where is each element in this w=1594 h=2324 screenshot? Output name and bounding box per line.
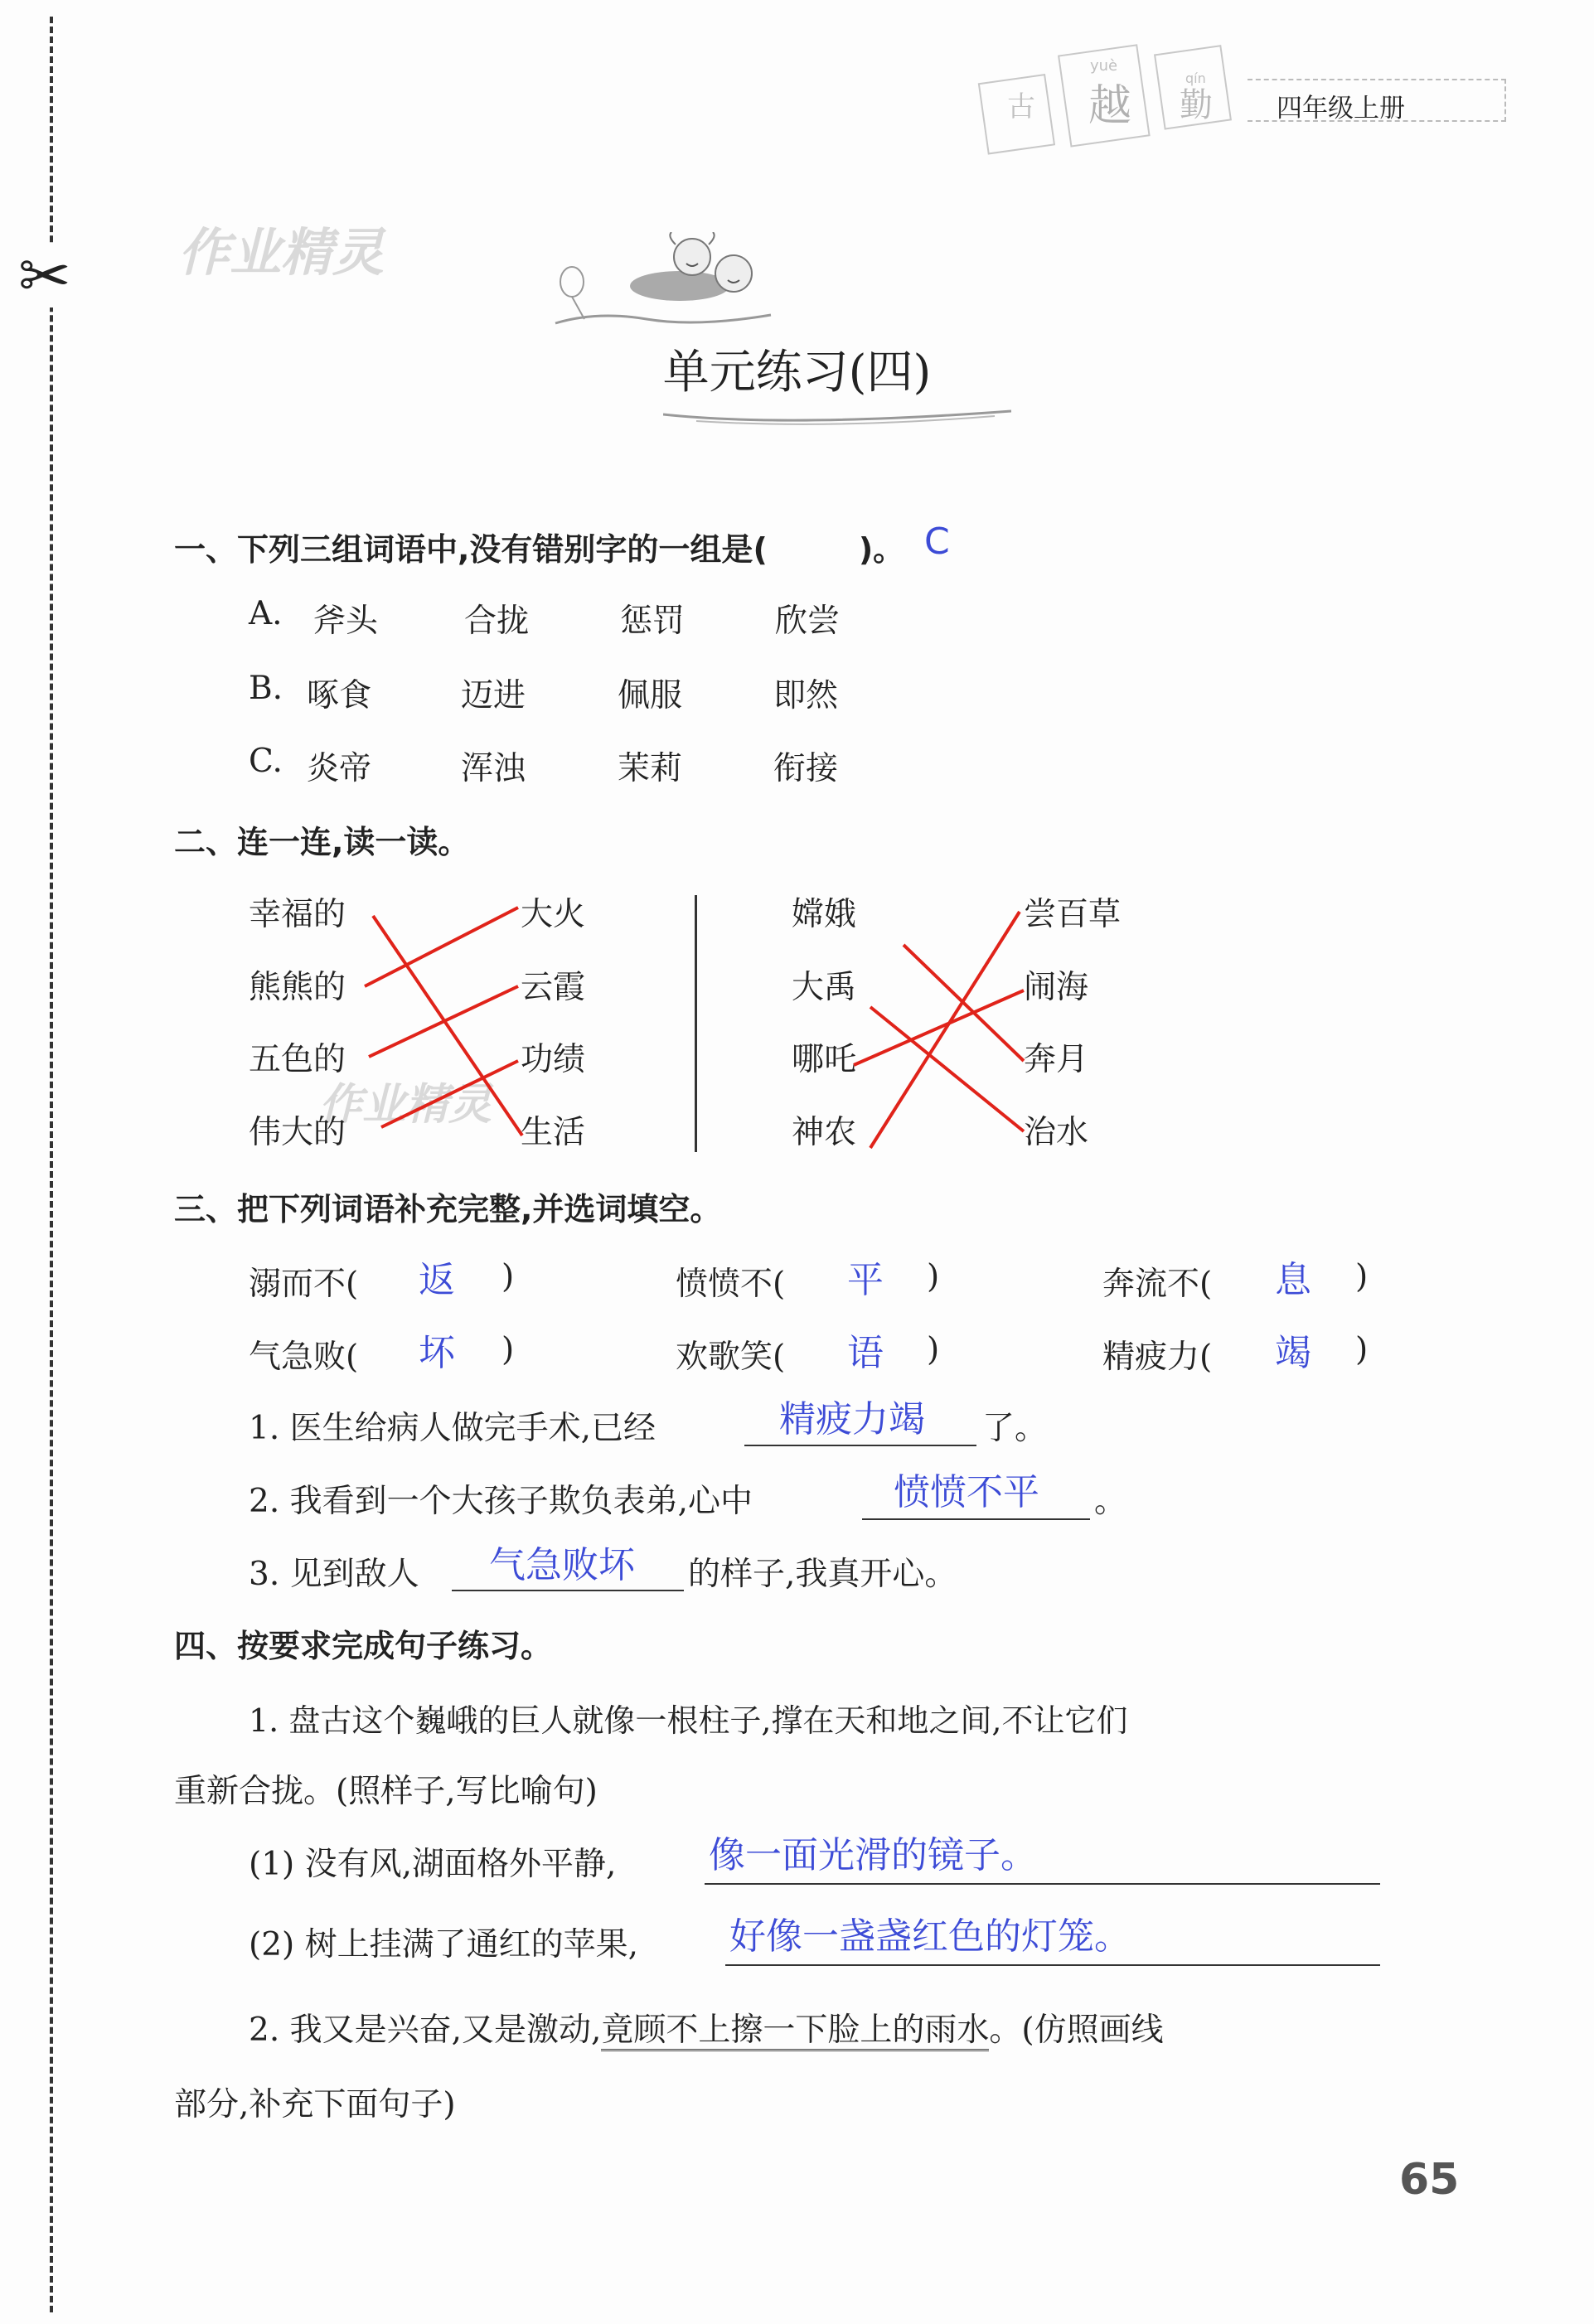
match-right-a: 大禹: [792, 969, 857, 1006]
idiom-suffix: ): [501, 1331, 515, 1368]
match-right-b: 尝百草: [1024, 896, 1122, 933]
idiom-suffix: ): [927, 1258, 940, 1295]
sentence-text: 3. 见到敌人: [249, 1556, 419, 1593]
sentence-text: 1. 医生给病人做完手术,已经: [249, 1410, 656, 1447]
q4-item1-text: 1. 盘古这个巍峨的巨人就像一根柱子,撑在天和地之间,不让它们: [249, 1702, 1128, 1739]
option-word: 炎帝: [307, 750, 372, 787]
match-right-a: 嫦娥: [792, 896, 857, 933]
option-word: 浑浊: [461, 750, 526, 787]
watermark: 作业精灵: [178, 222, 385, 283]
sentence-text: 。: [1094, 1483, 1127, 1520]
q3-heading: 三、把下列词语补充完整,并选词填空。: [174, 1191, 722, 1227]
match-left-a: 五色的: [249, 1041, 346, 1078]
sentence-text: 2. 我看到一个大孩子欺负表弟,心中: [249, 1483, 753, 1520]
idiom-answer: 返: [419, 1259, 455, 1301]
option-word: 佩服: [618, 677, 683, 714]
stamp-pinyin: qín: [1185, 70, 1206, 86]
idiom-prefix: 奔流不(: [1102, 1266, 1213, 1303]
match-right-a: 神农: [792, 1114, 857, 1151]
stamp-char: 越: [1088, 81, 1132, 131]
idiom-answer: 语: [847, 1332, 884, 1374]
q4-item2-underlined: 竟顾不上擦一下脸上的雨水: [601, 2012, 989, 2051]
match-left-a: 幸福的: [249, 896, 346, 933]
match-left-b: 大火: [521, 896, 586, 933]
idiom-answer: 息: [1275, 1259, 1311, 1301]
match-line: [365, 908, 518, 986]
answer-blank: [744, 1445, 976, 1446]
q4-sub2-answer: 好像一盏盏红色的灯笼。: [729, 1915, 1131, 1958]
option-word: 茉莉: [618, 750, 683, 787]
option-label: B.: [249, 670, 283, 707]
answer-blank: [725, 1964, 1380, 1966]
answer-blank: [705, 1883, 1380, 1885]
grade-label-box: [1248, 79, 1506, 122]
idiom-prefix: 溺而不(: [249, 1266, 359, 1303]
match-line: [854, 990, 1024, 1065]
match-left-b: 生活: [521, 1114, 586, 1151]
grade-label: 四年级上册: [1277, 94, 1405, 123]
idiom-answer: 竭: [1275, 1332, 1311, 1374]
sentence-text: 的样子,我真开心。: [688, 1556, 957, 1593]
option-word: 衔接: [773, 750, 839, 787]
sentence-text: 了。: [982, 1410, 1048, 1447]
option-label: A.: [249, 595, 283, 632]
option-word: 啄食: [307, 677, 372, 714]
title-underline: [663, 404, 1011, 429]
q4-heading: 四、按要求完成句子练习。: [174, 1628, 553, 1664]
option-word: 惩罚: [620, 603, 686, 640]
answer-blank: [452, 1590, 684, 1591]
q4-sub1-answer: 像一面光滑的镜子。: [709, 1834, 1037, 1876]
watermark: 作业精灵: [319, 1080, 492, 1130]
match-left-a: 熊熊的: [249, 969, 346, 1006]
q1-answer: C: [924, 520, 950, 563]
match-line: [904, 945, 1024, 1061]
match-right-b: 闹海: [1024, 969, 1089, 1006]
stamp-pinyin: yuè: [1090, 57, 1118, 75]
stamp-char: 勤: [1180, 86, 1213, 124]
q4-item1-text: 重新合拢。(照样子,写比喻句): [174, 1773, 598, 1810]
match-left-b: 功绩: [521, 1041, 586, 1078]
option-word: 斧头: [313, 603, 379, 640]
option-word: 即然: [773, 677, 839, 714]
option-word: 迈进: [461, 677, 526, 714]
idiom-prefix: 愤愤不(: [676, 1266, 786, 1303]
answer-blank: [862, 1518, 1090, 1520]
kids-illustration: [547, 232, 779, 340]
match-right-b: 治水: [1024, 1114, 1089, 1151]
sentence-answer: 气急败坏: [489, 1544, 635, 1586]
idiom-prefix: 精疲力(: [1102, 1339, 1213, 1376]
match-right-b: 奔月: [1024, 1041, 1089, 1078]
idiom-answer: 坏: [419, 1332, 455, 1374]
match-right-a: 哪吒: [792, 1041, 857, 1078]
q4-item2-text: 部分,补充下面句子): [174, 2086, 456, 2123]
match-line: [870, 1007, 1024, 1131]
q4-sub2-text: (2) 树上挂满了通红的苹果,: [249, 1926, 639, 1963]
match-line: [870, 912, 1020, 1148]
stamp-logo: [974, 33, 1239, 166]
match-left-b: 云霞: [521, 969, 586, 1006]
idiom-suffix: ): [1355, 1258, 1369, 1295]
match-line: [369, 986, 518, 1057]
q4-item2-text: 2. 我又是兴奋,又是激动,竟顾不上擦一下脸上的雨水。(仿照画线: [249, 2004, 1164, 2050]
idiom-prefix: 欢歌笑(: [676, 1339, 786, 1376]
option-label: C.: [249, 743, 283, 780]
q2-heading: 二、连一连,读一读。: [174, 824, 470, 860]
page-title: 单元练习(四): [662, 346, 932, 399]
q1-heading: 一、下列三组词语中,没有错别字的一组是( )。: [174, 531, 905, 568]
option-word: 欣尝: [775, 603, 841, 640]
sentence-answer: 精疲力竭: [779, 1398, 925, 1440]
idiom-prefix: 气急败(: [249, 1339, 359, 1376]
page-number: 65: [1399, 2155, 1460, 2205]
match-divider: [695, 895, 697, 1152]
q4-sub1-text: (1) 没有风,湖面格外平静,: [249, 1846, 617, 1883]
option-word: 合拢: [464, 603, 530, 640]
idiom-suffix: ): [501, 1258, 515, 1295]
scissors-icon: ✂: [18, 239, 71, 312]
idiom-suffix: ): [927, 1331, 940, 1368]
stamp-char: 古: [1007, 90, 1035, 123]
match-left-a: 伟大的: [249, 1114, 346, 1151]
sentence-answer: 愤愤不平: [894, 1471, 1039, 1513]
idiom-suffix: ): [1355, 1331, 1369, 1368]
idiom-answer: 平: [847, 1259, 884, 1301]
